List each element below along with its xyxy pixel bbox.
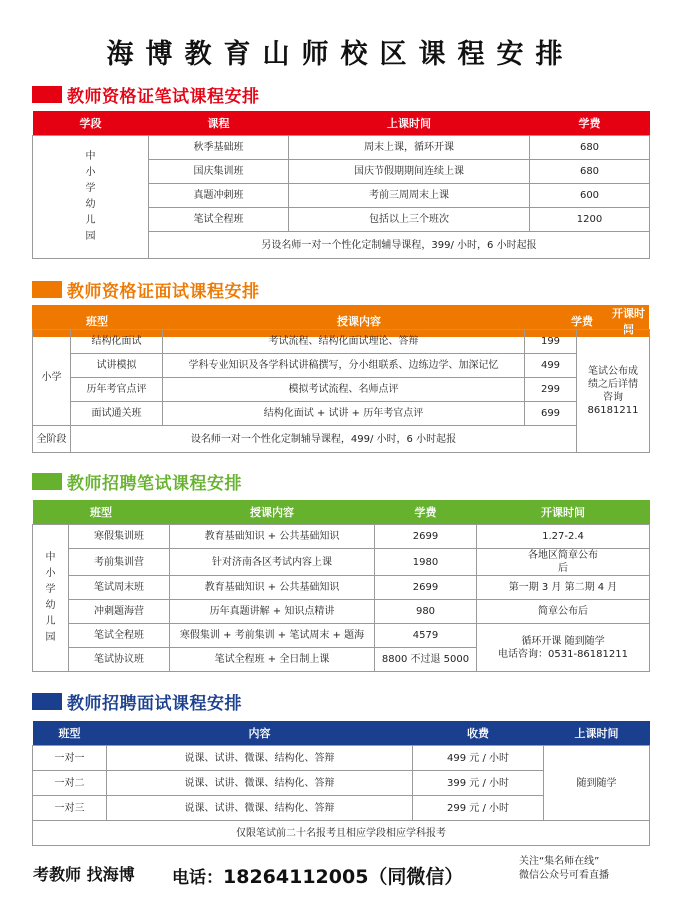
course-cell: 国庆集训班 bbox=[149, 160, 289, 184]
header-cell: 授课内容 bbox=[337, 315, 381, 328]
type-cell: 笔试周末班 bbox=[69, 576, 170, 600]
content-cell: 结构化面试 + 试讲 + 历年考官点评 bbox=[163, 402, 525, 426]
course-cell: 真题冲刺班 bbox=[149, 184, 289, 208]
fee-cell: 1200 bbox=[530, 208, 650, 232]
time-cell: 包括以上三个班次 bbox=[289, 208, 530, 232]
fee-cell: 680 bbox=[530, 136, 650, 160]
table-row bbox=[33, 746, 650, 771]
fee-cell: 600 bbox=[530, 184, 650, 208]
section-title: 教师资格证面试课程安排 bbox=[67, 281, 260, 302]
course-cell: 秋季基础班 bbox=[149, 136, 289, 160]
header-cell: 班型 bbox=[86, 315, 108, 328]
table-row bbox=[33, 624, 650, 648]
type-cell: 笔试全程班 bbox=[69, 624, 170, 648]
content-cell: 针对济南各区考试内容上课 bbox=[170, 549, 375, 576]
footer-note-line: 关注“集名师在线” bbox=[519, 856, 600, 867]
header-cell: 内容 bbox=[248, 727, 271, 740]
time-cell: 1.27-2.4 bbox=[477, 525, 650, 549]
recruit-interview-table bbox=[32, 721, 650, 846]
footer-phone bbox=[172, 862, 463, 889]
content-cell: 考试流程、结构化面试理论、答辩 bbox=[163, 330, 525, 354]
section-marker bbox=[32, 473, 62, 490]
time-cell: 各地区简章公布后 bbox=[477, 549, 650, 576]
table-row bbox=[33, 330, 650, 354]
header-cell: 学段 bbox=[79, 117, 102, 130]
time-cell: 简章公布后 bbox=[477, 600, 650, 624]
phone-number: 18264112005（同微信） bbox=[223, 866, 464, 888]
stage-cell: 小学 bbox=[33, 330, 71, 426]
header-cell: 学费 bbox=[578, 117, 601, 130]
content-cell: 说课、试讲、微课、结构化、答辩 bbox=[107, 771, 413, 796]
table-row bbox=[33, 378, 650, 402]
table-row bbox=[33, 426, 650, 453]
header-cell: 学费 bbox=[571, 315, 593, 328]
content-cell: 说课、试讲、微课、结构化、答辩 bbox=[107, 796, 413, 821]
course-cell: 笔试全程班 bbox=[149, 208, 289, 232]
fee-cell: 2699 bbox=[375, 525, 477, 549]
content-cell: 寒假集训 + 考前集训 + 笔试周末 + 题海 bbox=[170, 624, 375, 648]
footer-note-line: 微信公众号可看直播 bbox=[519, 870, 609, 881]
section-marker bbox=[32, 281, 62, 298]
fee-cell: 299 bbox=[525, 378, 577, 402]
content-cell: 笔试全程班 + 全日制上课 bbox=[170, 648, 375, 672]
fee-cell: 1980 bbox=[375, 549, 477, 576]
header-cell: 开课时间 bbox=[612, 307, 645, 336]
fee-cell: 399 元 / 小时 bbox=[413, 771, 544, 796]
content-cell: 历年真题讲解 + 知识点精讲 bbox=[170, 600, 375, 624]
cert-written-table bbox=[32, 111, 650, 259]
cert-interview-body bbox=[32, 329, 650, 453]
type-cell: 试讲模拟 bbox=[71, 354, 163, 378]
time-cell: 国庆节假期期间连续上课 bbox=[289, 160, 530, 184]
fee-cell: 299 元 / 小时 bbox=[413, 796, 544, 821]
time-cell: 随到随学 bbox=[544, 746, 650, 821]
header-cell: 上课时间 bbox=[387, 117, 431, 130]
type-cell: 寒假集训班 bbox=[69, 525, 170, 549]
footer-slogan: 考教师 找海博 bbox=[33, 865, 135, 884]
table-row bbox=[33, 549, 650, 576]
header-cell: 开课时间 bbox=[541, 506, 585, 519]
section-title: 教师招聘面试课程安排 bbox=[67, 693, 242, 714]
fee-cell: 980 bbox=[375, 600, 477, 624]
time-cell: 考前三周周末上课 bbox=[289, 184, 530, 208]
table-row bbox=[33, 600, 650, 624]
phone-text: 电话咨询：0531-86181211 bbox=[498, 648, 628, 660]
time-text: 循环开课 随到随学 bbox=[521, 635, 605, 647]
fee-cell: 699 bbox=[525, 402, 577, 426]
time-cell: 第一期 3 月 第二期 4 月 bbox=[477, 576, 650, 600]
table-header bbox=[33, 500, 650, 525]
table-row bbox=[33, 525, 650, 549]
fee-cell: 499 元 / 小时 bbox=[413, 746, 544, 771]
time-cell: 周末上课，循环开课 bbox=[289, 136, 530, 160]
header-cell: 上课时间 bbox=[574, 727, 619, 740]
note-cell: 仅限笔试前二十名报考且相应学段相应学科报考 bbox=[33, 821, 650, 846]
content-cell: 说课、试讲、微课、结构化、答辩 bbox=[107, 746, 413, 771]
content-cell: 教育基础知识 + 公共基础知识 bbox=[170, 576, 375, 600]
header-cell: 班型 bbox=[90, 506, 112, 519]
table-row bbox=[33, 136, 650, 160]
section-title: 教师招聘笔试课程安排 bbox=[67, 473, 242, 494]
header-cell: 课程 bbox=[207, 117, 230, 130]
table-header bbox=[33, 721, 650, 746]
fee-cell: 4579 bbox=[375, 624, 477, 648]
fee-cell: 8800 不过退 5000 bbox=[375, 648, 477, 672]
type-cell: 结构化面试 bbox=[71, 330, 163, 354]
table-row bbox=[33, 821, 650, 846]
section-heading-interview-cert bbox=[32, 278, 260, 300]
section-marker bbox=[32, 693, 62, 710]
stage-cell: 全阶段 bbox=[33, 426, 71, 453]
content-cell: 学科专业知识及各学科试讲稿撰写，分小组联系、边练边学、加深记忆 bbox=[163, 354, 525, 378]
fee-cell: 2699 bbox=[375, 576, 477, 600]
type-cell: 冲刺题海营 bbox=[69, 600, 170, 624]
header-cell: 授课内容 bbox=[250, 506, 294, 519]
content-cell: 模拟考试流程、名师点评 bbox=[163, 378, 525, 402]
content-cell: 教育基础知识 + 公共基础知识 bbox=[170, 525, 375, 549]
table-row bbox=[33, 402, 650, 426]
table-row bbox=[33, 354, 650, 378]
stage-cell: 中小学幼儿园 bbox=[33, 136, 149, 259]
section-heading-recruit-interview bbox=[32, 690, 242, 712]
type-cell: 历年考官点评 bbox=[71, 378, 163, 402]
table-header bbox=[33, 111, 650, 136]
page-title: 海博教育山师校区课程安排 bbox=[106, 39, 575, 70]
type-cell: 考前集训营 bbox=[69, 549, 170, 576]
type-cell: 笔试协议班 bbox=[69, 648, 170, 672]
fee-cell: 680 bbox=[530, 160, 650, 184]
note-cell: 设名师一对一个性化定制辅导课程，499/ 小时，6 小时起报 bbox=[71, 426, 577, 453]
section-title: 教师资格证笔试课程安排 bbox=[67, 86, 260, 107]
note-cell: 另设名师一对一个性化定制辅导课程，399/ 小时，6 小时起报 bbox=[149, 232, 650, 259]
header-cell: 学费 bbox=[414, 506, 437, 519]
type-cell: 面试通关班 bbox=[71, 402, 163, 426]
section-heading-recruit-written bbox=[32, 470, 242, 492]
type-cell: 一对二 bbox=[33, 771, 107, 796]
fee-cell: 199 bbox=[525, 330, 577, 354]
stage-cell: 中小学幼儿园 bbox=[33, 525, 69, 672]
header-cell: 班型 bbox=[58, 727, 81, 740]
phone-label: 电话： bbox=[172, 868, 223, 888]
section-marker bbox=[32, 86, 62, 103]
section-heading-written-cert bbox=[32, 83, 260, 105]
recruit-written-table bbox=[32, 500, 650, 672]
header-cell: 收费 bbox=[467, 727, 489, 740]
fee-cell: 499 bbox=[525, 354, 577, 378]
type-cell: 一对三 bbox=[33, 796, 107, 821]
time-cell: 笔试公布成绩之后详情咨询86181211 bbox=[577, 330, 650, 453]
footer-note bbox=[519, 855, 609, 883]
table-row bbox=[33, 576, 650, 600]
time-cell bbox=[477, 624, 650, 672]
type-cell: 一对一 bbox=[33, 746, 107, 771]
